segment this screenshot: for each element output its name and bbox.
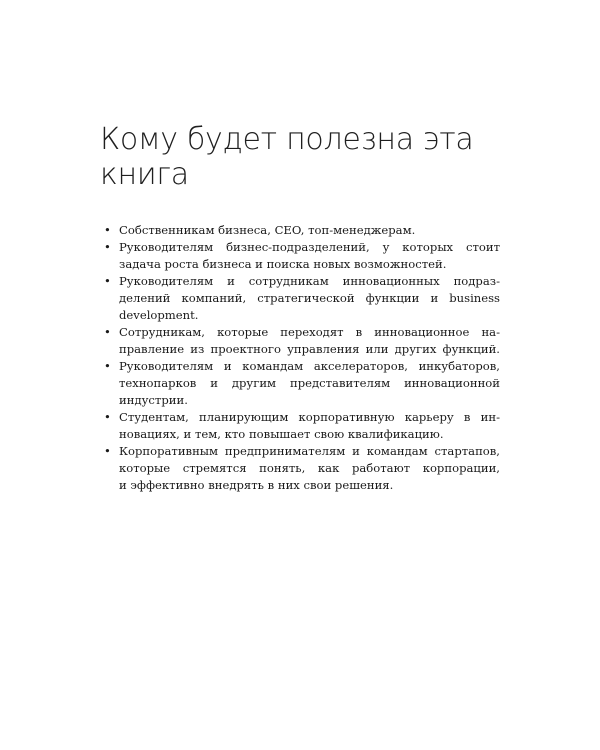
list-item-line: development. bbox=[119, 308, 199, 322]
list-item bbox=[119, 409, 500, 443]
list-item-line: новациях, и тем, кто повышает свою квалификацию. bbox=[119, 427, 444, 441]
list-item-line: задача роста бизнеса и поиска новых возможностей. bbox=[119, 257, 447, 271]
page-title bbox=[100, 122, 520, 192]
list-item bbox=[119, 324, 500, 358]
list-item-line: правление из проектного управления или других функций. bbox=[119, 342, 500, 356]
list-item-line: • Руководителям бизнес-подразделений, у которых стоит bbox=[119, 240, 500, 254]
list-item-line: • Студентам, планирующим корпоративную карьеру в ин- bbox=[119, 410, 500, 424]
list-item-line: индустрии. bbox=[119, 393, 188, 407]
audience-list bbox=[119, 222, 500, 494]
list-item-line: • Сотрудникам, которые переходят в инновационное на- bbox=[119, 325, 500, 339]
list-item bbox=[119, 239, 500, 273]
page-title-line-2: книга bbox=[100, 157, 189, 192]
list-item-line: • Корпоративным предпринимателям и командам стартапов, bbox=[119, 444, 500, 458]
list-item bbox=[119, 443, 500, 494]
list-item bbox=[119, 273, 500, 324]
list-item-line: технопарков и другим представителям инновационной bbox=[119, 376, 500, 390]
page-title-line-1: Кому будет полезна эта bbox=[100, 122, 474, 157]
list-item bbox=[119, 358, 500, 409]
list-item-line: делений компаний, стратегической функции и business bbox=[119, 291, 500, 305]
list-item-line: • Собственникам бизнеса, CEO, топ-менеджерам. bbox=[119, 223, 416, 237]
list-item bbox=[119, 222, 500, 239]
list-item-line: • Руководителям и командам акселераторов, инкубаторов, bbox=[119, 359, 500, 373]
list-item-line: которые стремятся понять, как работают корпорации, bbox=[119, 461, 500, 475]
list-item-line: • Руководителям и сотрудникам инновационных подраз- bbox=[119, 274, 500, 288]
list-item-line: и эффективно внедрять в них свои решения. bbox=[119, 478, 394, 492]
